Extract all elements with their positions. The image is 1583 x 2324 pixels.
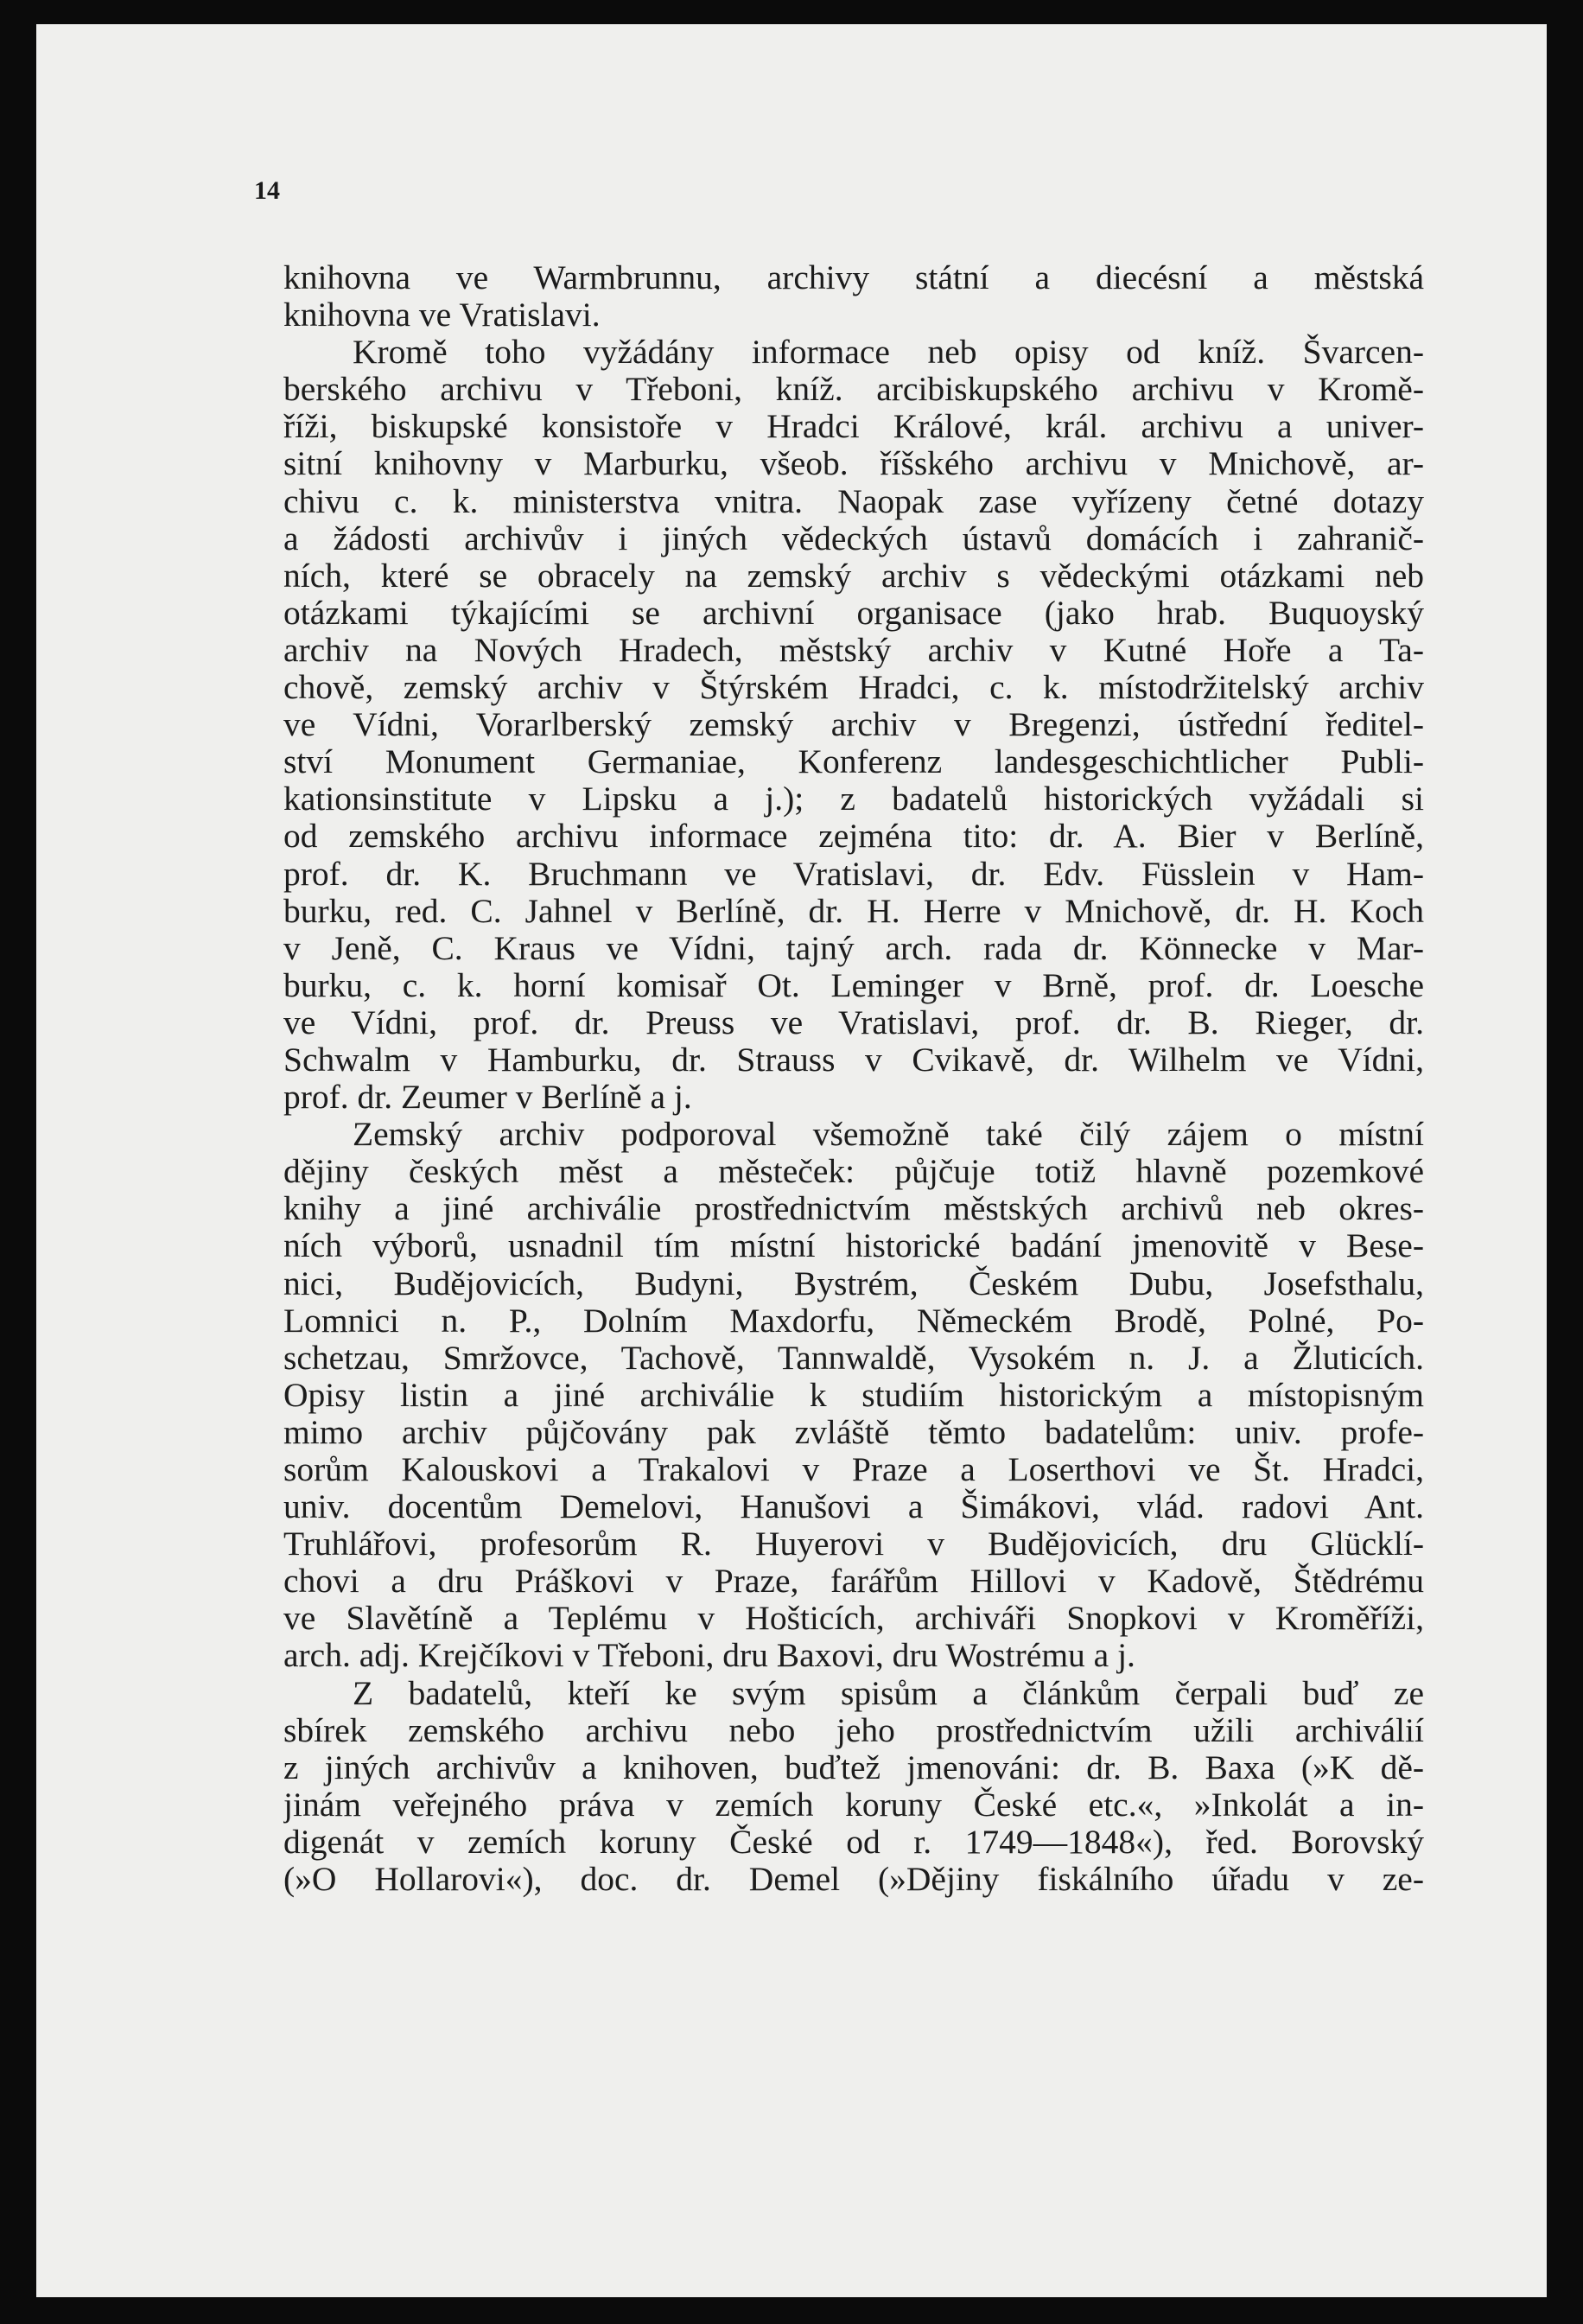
text-line: dějiny českých měst a městeček: půjčuje totiž hlavně pozemkové: [283, 1153, 1424, 1191]
body-text: [283, 259, 1424, 1898]
text-line: říži, biskupské konsistoře v Hradci Králové, král. archivu a univer-: [283, 408, 1424, 446]
text-line: kationsinstitute v Lipsku a j.); z badatelů historických vyžádali si: [283, 780, 1424, 818]
text-line: Lomnici n. P., Dolním Maxdorfu, Německém Brodě, Polné, Po-: [283, 1302, 1424, 1340]
text-line: sitní knihovny v Marburku, všeob. říšského archivu v Mnichově, ar-: [283, 445, 1424, 483]
text-line: digenát v zemích koruny České od r. 1749—1848«), řed. Borovský: [283, 1823, 1424, 1861]
text-line: Truhlářovi, profesorům R. Huyerovi v Budějovicích, dru Glücklí-: [283, 1525, 1424, 1563]
text-line: ve Vídni, prof. dr. Preuss ve Vratislavi, prof. dr. B. Rieger, dr.: [283, 1003, 1424, 1041]
text-line: prof. dr. Zeumer v Berlíně a j.: [283, 1079, 692, 1117]
text-line: Z badatelů, kteří ke svým spisům a článkům čerpali buď ze: [353, 1674, 1424, 1712]
text-line: mimo archiv půjčovány pak zvláště těmto badatelům: univ. profe-: [283, 1413, 1424, 1451]
text-line: knihovna ve Warmbrunnu, archivy státní a diecésní a městská: [283, 259, 1424, 296]
text-line: v Jeně, C. Kraus ve Vídni, tajný arch. rada dr. Könnecke v Mar-: [283, 929, 1424, 967]
text-line: Kromě toho vyžádány informace neb opisy od kníž. Švarcen-: [353, 334, 1424, 372]
text-line: arch. adj. Krejčíkovi v Třeboni, dru Baxovi, dru Wostrému a j.: [283, 1637, 1135, 1675]
text-line: od zemského archivu informace zejména tito: dr. A. Bier v Berlíně,: [283, 818, 1424, 856]
text-line: schetzau, Smržovce, Tachově, Tannwaldě, Vysokém n. J. a Žluticích.: [283, 1339, 1424, 1377]
text-line: jinám veřejného práva v zemích koruny České etc.«, »Inkolát a in-: [283, 1786, 1424, 1824]
text-line: Zemský archiv podporoval všemožně také čilý zájem o místní: [353, 1116, 1424, 1154]
text-line: nici, Budějovicích, Budyni, Bystrém, Českém Dubu, Josefsthalu,: [283, 1264, 1424, 1302]
text-line: ve Slavětíně a Teplému v Hošticích, archiváři Snopkovi v Kroměříži,: [283, 1600, 1424, 1638]
text-line: sbírek zemského archivu nebo jeho prostřednictvím užili archiválií: [283, 1711, 1424, 1749]
page-number: 14: [254, 176, 280, 205]
text-line: ve Vídni, Vorarlberský zemský archiv v Bregenzi, ústřední ředitel-: [283, 706, 1424, 744]
text-line: z jiných archivův a knihoven, buďtež jmenováni: dr. B. Baxa (»K dě-: [283, 1748, 1424, 1786]
text-line: ních výborů, usnadnil tím místní historické badání jmenovitě v Bese-: [283, 1227, 1424, 1265]
text-line: ních, které se obracely na zemský archiv s vědeckými otázkami neb: [283, 557, 1424, 595]
text-line: Schwalm v Hamburku, dr. Strauss v Cvikavě, dr. Wilhelm ve Vídni,: [283, 1041, 1424, 1079]
text-line: burku, c. k. horní komisař Ot. Leminger v Brně, prof. dr. Loesche: [283, 966, 1424, 1004]
text-line: burku, red. C. Jahnel v Berlíně, dr. H. Herre v Mnichově, dr. H. Koch: [283, 892, 1424, 930]
text-line: univ. docentům Demelovi, Hanušovi a Šimákovi, vlád. radovi Ant.: [283, 1488, 1424, 1526]
text-line: knihy a jiné archiválie prostřednictvím městských archivů neb okres-: [283, 1190, 1424, 1228]
text-line: prof. dr. K. Bruchmann ve Vratislavi, dr. Edv. Füsslein v Ham-: [283, 855, 1424, 893]
text-line: archiv na Nových Hradech, městský archiv v Kutné Hoře a Ta-: [283, 631, 1424, 669]
text-line: chovi a dru Práškovi v Praze, farářům Hillovi v Kadově, Štědrému: [283, 1563, 1424, 1601]
book-page: [36, 24, 1547, 2297]
text-line: Opisy listin a jiné archiválie k studiím historickým a místopisným: [283, 1376, 1424, 1414]
text-line: chivu c. k. ministerstva vnitra. Naopak zase vyřízeny četné dotazy: [283, 482, 1424, 520]
text-line: a žádosti archivův i jiných vědeckých ústavů domácích i zahranič-: [283, 519, 1424, 557]
text-line: otázkami týkajícími se archivní organisace (jako hrab. Buquoyský: [283, 594, 1424, 632]
text-line: chově, zemský archiv v Štýrském Hradci, c. k. místodržitelský archiv: [283, 669, 1424, 707]
text-line: knihovna ve Vratislavi.: [283, 296, 601, 334]
text-line: berského archivu v Třeboni, kníž. arcibiskupského archivu v Kromě-: [283, 371, 1424, 409]
text-line: ství Monument Germaniae, Konferenz landesgeschichtlicher Publi-: [283, 743, 1424, 781]
text-line: sorům Kalouskovi a Trakalovi v Praze a Loserthovi ve Št. Hradci,: [283, 1451, 1424, 1488]
text-line: (»O Hollarovi«), doc. dr. Demel (»Dějiny fiskálního úřadu v ze-: [283, 1861, 1424, 1899]
